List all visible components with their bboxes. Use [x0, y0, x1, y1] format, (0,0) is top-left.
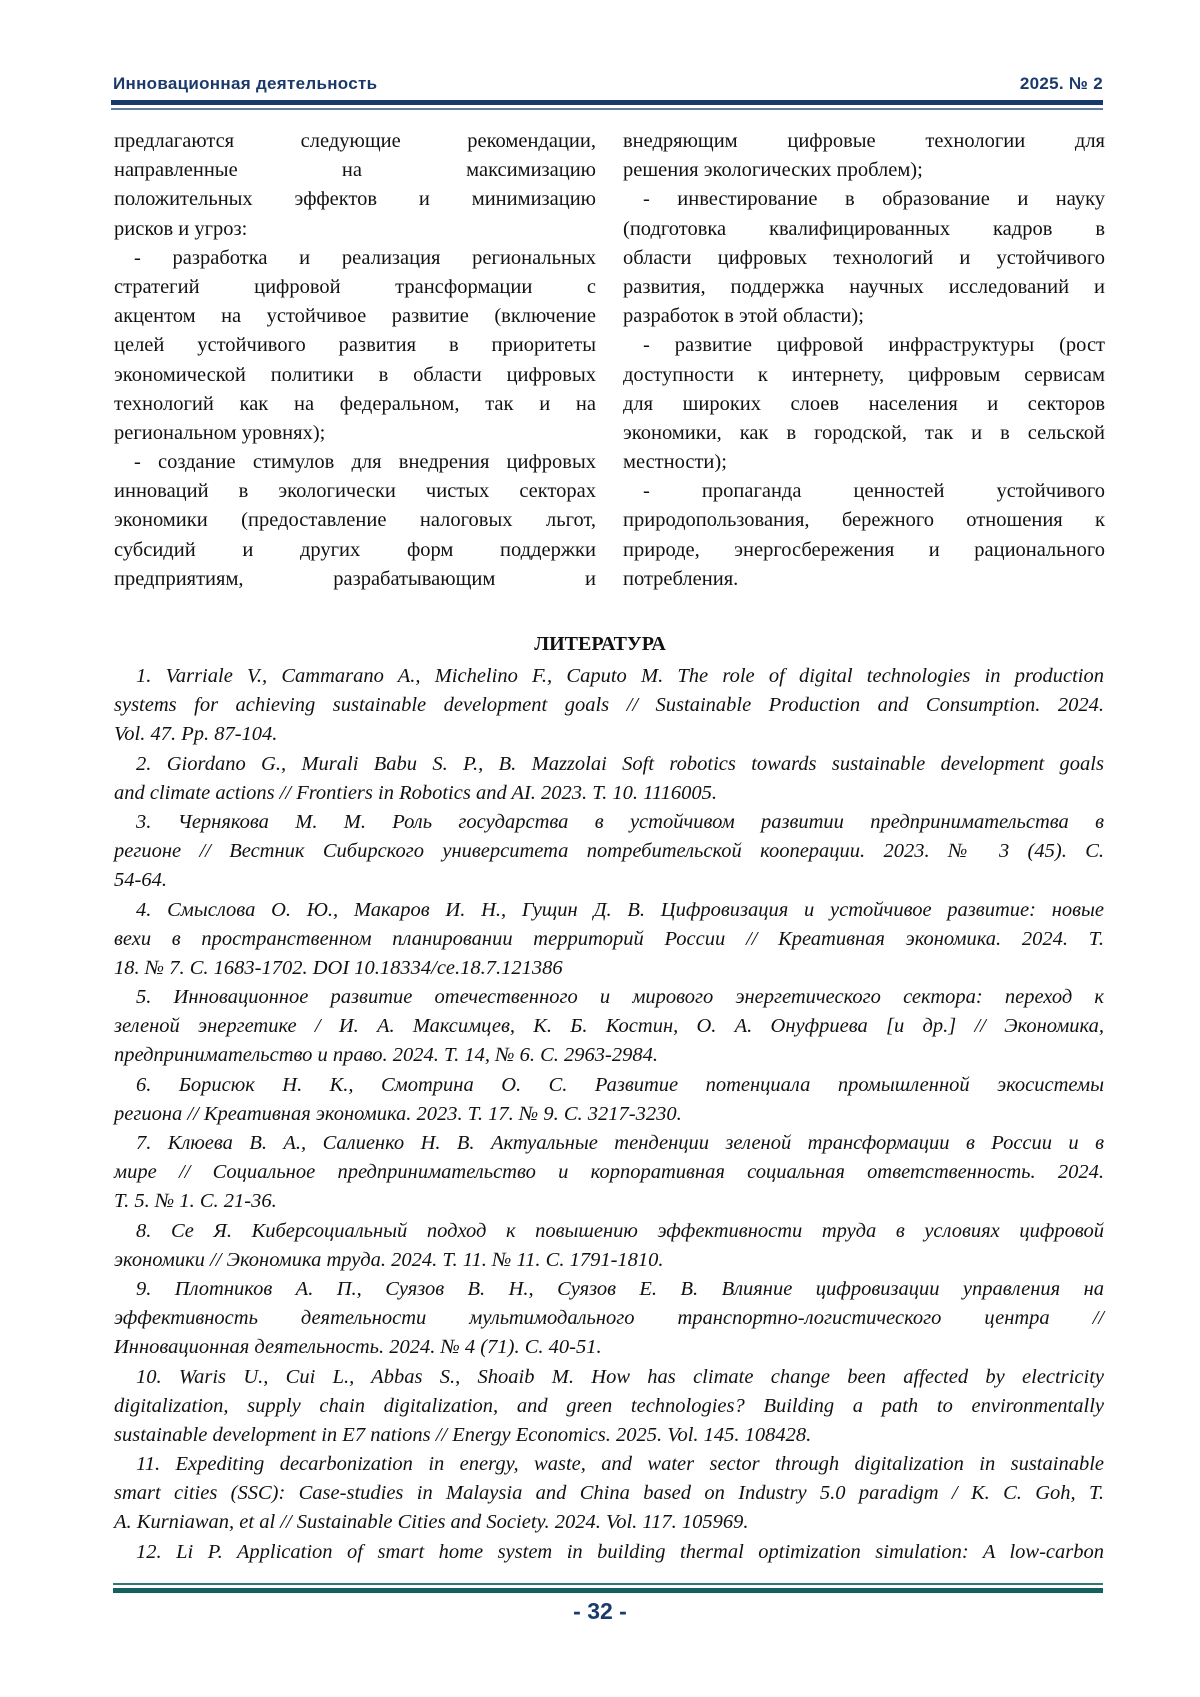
- right-column: [623, 127, 1105, 594]
- text-line: целей устойчивого развития в приоритеты: [114, 331, 596, 360]
- paragraph: [623, 127, 1105, 185]
- text-line: разработок в этой области);: [623, 302, 1105, 331]
- text-line: 2. Giordano G., Murali Babu S. P., B. Mazzolai Soft robotics towards sustainable development goals: [114, 750, 1104, 779]
- text-line: технологий как на федеральном, так и на: [114, 390, 596, 419]
- text-line: 10. Waris U., Cui L., Abbas S., Shoaib M. How has climate change been affected by electricity: [114, 1363, 1104, 1392]
- text-line: 4. Смыслова О. Ю., Макаров И. Н., Гущин Д. В. Цифровизация и устойчивое развитие: новые: [114, 896, 1104, 925]
- text-line: экономики, как в городской, так и в сельской: [623, 419, 1105, 448]
- reference-item: [114, 1450, 1104, 1538]
- header-rule-thin: [111, 108, 1103, 110]
- reference-item: [114, 1538, 1104, 1567]
- paragraph: [623, 477, 1105, 594]
- text-line: доступности к интернету, цифровым сервисам: [623, 361, 1105, 390]
- text-line: Т. 5. № 1. С. 21-36.: [114, 1187, 1104, 1216]
- text-line: региональном уровнях);: [114, 419, 596, 448]
- reference-item: [114, 1217, 1104, 1275]
- paragraph: [114, 127, 596, 244]
- text-line: предлагаются следующие рекомендации,: [114, 127, 596, 156]
- reference-item: [114, 750, 1104, 808]
- text-line: субсидий и других форм поддержки: [114, 536, 596, 565]
- text-line: and climate actions // Frontiers in Robotics and AI. 2023. T. 10. 1116005.: [114, 779, 1104, 808]
- text-line: предпринимательство и право. 2024. Т. 14, № 6. С. 2963-2984.: [114, 1041, 1104, 1070]
- text-line: рисков и угроз:: [114, 215, 596, 244]
- text-line: 7. Клюева В. А., Салиенко Н. В. Актуальные тенденции зеленой трансформации в России и в: [114, 1129, 1104, 1158]
- text-line: экономической политики в области цифровых: [114, 361, 596, 390]
- literature-heading: ЛИТЕРАТУРА: [0, 633, 1200, 656]
- text-line: 18. № 7. С. 1683-1702. DOI 10.18334/ce.18.7.121386: [114, 954, 1104, 983]
- text-line: решения экологических проблем);: [623, 156, 1105, 185]
- text-line: экономики (предоставление налоговых льгот,: [114, 506, 596, 535]
- reference-item: [114, 1363, 1104, 1451]
- reference-item: [114, 662, 1104, 750]
- text-line: 54-64.: [114, 866, 1104, 895]
- text-line: направленные на максимизацию: [114, 156, 596, 185]
- reference-list: [114, 662, 1104, 1567]
- reference-item: [114, 983, 1104, 1071]
- text-line: 3. Чернякова М. М. Роль государства в устойчивом развитии предпринимательства в: [114, 808, 1104, 837]
- text-line: - разработка и реализация региональных: [114, 244, 596, 273]
- text-line: региона // Креативная экономика. 2023. Т. 17. № 9. С. 3217-3230.: [114, 1100, 1104, 1129]
- text-line: акцентом на устойчивое развитие (включение: [114, 302, 596, 331]
- text-line: эффективность деятельности мультимодального транспортно-логистического центра //: [114, 1304, 1104, 1333]
- text-line: systems for achieving sustainable development goals // Sustainable Production and Consumption. 2024.: [114, 691, 1104, 720]
- issue-number: 2025. № 2: [1020, 74, 1103, 94]
- text-line: предприятиям, разрабатывающим и: [114, 565, 596, 594]
- text-line: для широких слоев населения и секторов: [623, 390, 1105, 419]
- text-line: 11. Expediting decarbonization in energy, waste, and water sector through digitalization in sustainable: [114, 1450, 1104, 1479]
- text-line: 12. Li P. Application of smart home system in building thermal optimization simulation: A low-carbon: [114, 1538, 1104, 1567]
- text-line: зеленой энергетике / И. А. Максимцев, К. Б. Костин, О. А. Онуфриева [и др.] // Экономика,: [114, 1012, 1104, 1041]
- left-column: [114, 127, 596, 594]
- footer-rule-thick: [113, 1588, 1103, 1593]
- text-line: (подготовка квалифицированных кадров в: [623, 215, 1105, 244]
- text-line: smart cities (SSC): Case-studies in Malaysia and China based on Industry 5.0 paradigm / K. C. Goh, T.: [114, 1479, 1104, 1508]
- paragraph: [623, 185, 1105, 331]
- header-rule-thick: [111, 100, 1103, 105]
- reference-item: [114, 808, 1104, 896]
- paragraph: [114, 448, 596, 594]
- text-line: 5. Инновационное развитие отечественного и мирового энергетического сектора: переход к: [114, 983, 1104, 1012]
- text-line: инноваций в экологически чистых секторах: [114, 477, 596, 506]
- text-line: Vol. 47. Pp. 87-104.: [114, 720, 1104, 749]
- text-line: вехи в пространственном планировании территорий России // Креативная экономика. 2024. Т.: [114, 925, 1104, 954]
- reference-item: [114, 1129, 1104, 1217]
- text-line: 9. Плотников А. П., Суязов В. Н., Суязов Е. В. Влияние цифровизации управления на: [114, 1275, 1104, 1304]
- text-line: потребления.: [623, 565, 1105, 594]
- text-line: 1. Varriale V., Cammarano A., Michelino F., Caputo M. The role of digital technologies in production: [114, 662, 1104, 691]
- text-line: - развитие цифровой инфраструктуры (рост: [623, 331, 1105, 360]
- text-line: природе, энергосбережения и рационального: [623, 536, 1105, 565]
- text-line: A. Kurniawan, et al // Sustainable Cities and Society. 2024. Vol. 117. 105969.: [114, 1508, 1104, 1537]
- text-line: 6. Борисюк Н. К., Смотрина О. С. Развитие потенциала промышленной экосистемы: [114, 1071, 1104, 1100]
- text-line: развития, поддержка научных исследований и: [623, 273, 1105, 302]
- text-line: экономики // Экономика труда. 2024. Т. 11. № 11. С. 1791-1810.: [114, 1246, 1104, 1275]
- paragraph: [114, 244, 596, 448]
- paragraph: [623, 331, 1105, 477]
- text-line: - создание стимулов для внедрения цифровых: [114, 448, 596, 477]
- text-line: sustainable development in E7 nations // Energy Economics. 2025. Vol. 145. 108428.: [114, 1421, 1104, 1450]
- text-line: области цифровых технологий и устойчивого: [623, 244, 1105, 273]
- text-line: стратегий цифровой трансформации с: [114, 273, 596, 302]
- page-number: - 32 -: [0, 1598, 1200, 1625]
- text-line: - пропаганда ценностей устойчивого: [623, 477, 1105, 506]
- text-line: местности);: [623, 448, 1105, 477]
- text-line: Инновационная деятельность. 2024. № 4 (71). С. 40-51.: [114, 1333, 1104, 1362]
- text-line: внедряющим цифровые технологии для: [623, 127, 1105, 156]
- text-line: природопользования, бережного отношения к: [623, 506, 1105, 535]
- text-line: - инвестирование в образование и науку: [623, 185, 1105, 214]
- reference-item: [114, 896, 1104, 984]
- journal-title: Инновационная деятельность: [113, 74, 377, 94]
- text-line: положительных эффектов и минимизацию: [114, 185, 596, 214]
- text-line: регионе // Вестник Сибирского университета потребительской кооперации. 2023. № 3 (45). С.: [114, 837, 1104, 866]
- reference-item: [114, 1275, 1104, 1363]
- reference-item: [114, 1071, 1104, 1129]
- text-line: мире // Социальное предпринимательство и корпоративная социальная ответственность. 2024.: [114, 1158, 1104, 1187]
- footer-rule-thin: [113, 1583, 1103, 1585]
- text-line: digitalization, supply chain digitalization, and green technologies? Building a path to environmentally: [114, 1392, 1104, 1421]
- text-line: 8. Се Я. Киберсоциальный подход к повышению эффективности труда в условиях цифровой: [114, 1217, 1104, 1246]
